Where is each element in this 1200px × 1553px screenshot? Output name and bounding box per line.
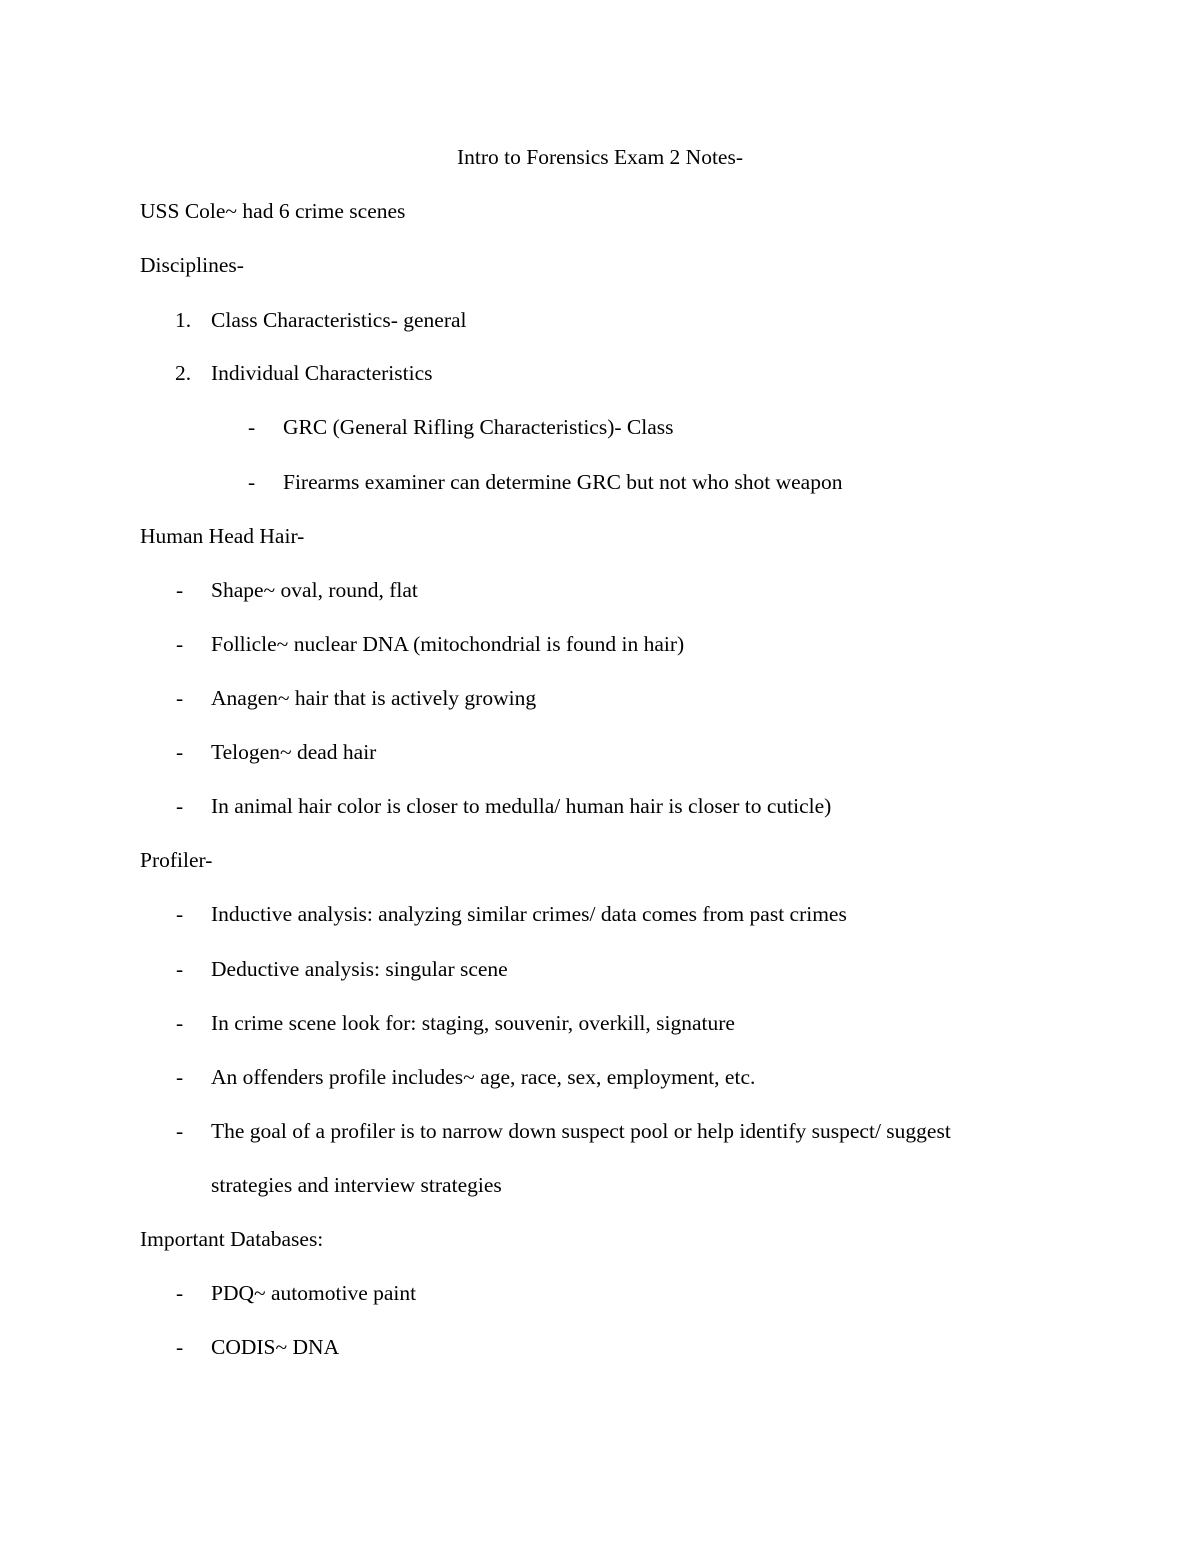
dash-bullet: -: [176, 686, 184, 710]
dash-bullet: -: [248, 415, 256, 439]
dash-bullet: -: [176, 1119, 184, 1143]
list-item-text: Individual Characteristics: [211, 361, 433, 385]
dash-bullet: -: [176, 794, 184, 818]
list-item-text: Inductive analysis: analyzing similar crimes/ data comes from past crimes: [211, 902, 847, 926]
dash-bullet: -: [176, 578, 184, 602]
list-item-text: Class Characteristics- general: [211, 308, 467, 332]
list-item-text: Telogen~ dead hair: [211, 740, 377, 764]
dash-bullet: -: [176, 1281, 184, 1305]
list-item-text: In animal hair color is closer to medulla/ human hair is closer to cuticle): [211, 794, 832, 818]
dash-bullet: -: [248, 470, 256, 494]
disciplines-heading: Disciplines-: [140, 253, 244, 277]
list-item-text: Firearms examiner can determine GRC but not who shot weapon: [283, 470, 843, 494]
list-item-text: The goal of a profiler is to narrow down suspect pool or help identify suspect/ suggest: [211, 1119, 951, 1143]
list-item-text: In crime scene look for: staging, souvenir, overkill, signature: [211, 1011, 735, 1035]
uss-cole-note: USS Cole~ had 6 crime scenes: [140, 199, 406, 223]
list-item-text: Anagen~ hair that is actively growing: [211, 686, 537, 710]
databases-heading: Important Databases:: [140, 1227, 324, 1251]
document-title: Intro to Forensics Exam 2 Notes-: [456, 145, 744, 169]
list-number: 1.: [175, 308, 192, 332]
dash-bullet: -: [176, 957, 184, 981]
list-item-text: Follicle~ nuclear DNA (mitochondrial is found in hair): [211, 632, 685, 656]
dash-bullet: -: [176, 902, 184, 926]
dash-bullet: -: [176, 740, 184, 764]
list-item-text: An offenders profile includes~ age, race, sex, employment, etc.: [211, 1065, 756, 1089]
list-number: 2.: [175, 361, 192, 385]
hair-heading: Human Head Hair-: [140, 524, 305, 548]
list-item-text: GRC (General Rifling Characteristics)- Class: [283, 415, 674, 439]
list-item-text: PDQ~ automotive paint: [211, 1281, 417, 1305]
dash-bullet: -: [176, 1065, 184, 1089]
profiler-heading: Profiler-: [140, 848, 213, 872]
dash-bullet: -: [176, 632, 184, 656]
list-item-text: CODIS~ DNA: [211, 1335, 340, 1359]
list-item-text: Shape~ oval, round, flat: [211, 578, 418, 602]
list-item-continuation: strategies and interview strategies: [211, 1173, 502, 1197]
list-item-text: Deductive analysis: singular scene: [211, 957, 508, 981]
dash-bullet: -: [176, 1335, 184, 1359]
dash-bullet: -: [176, 1011, 184, 1035]
